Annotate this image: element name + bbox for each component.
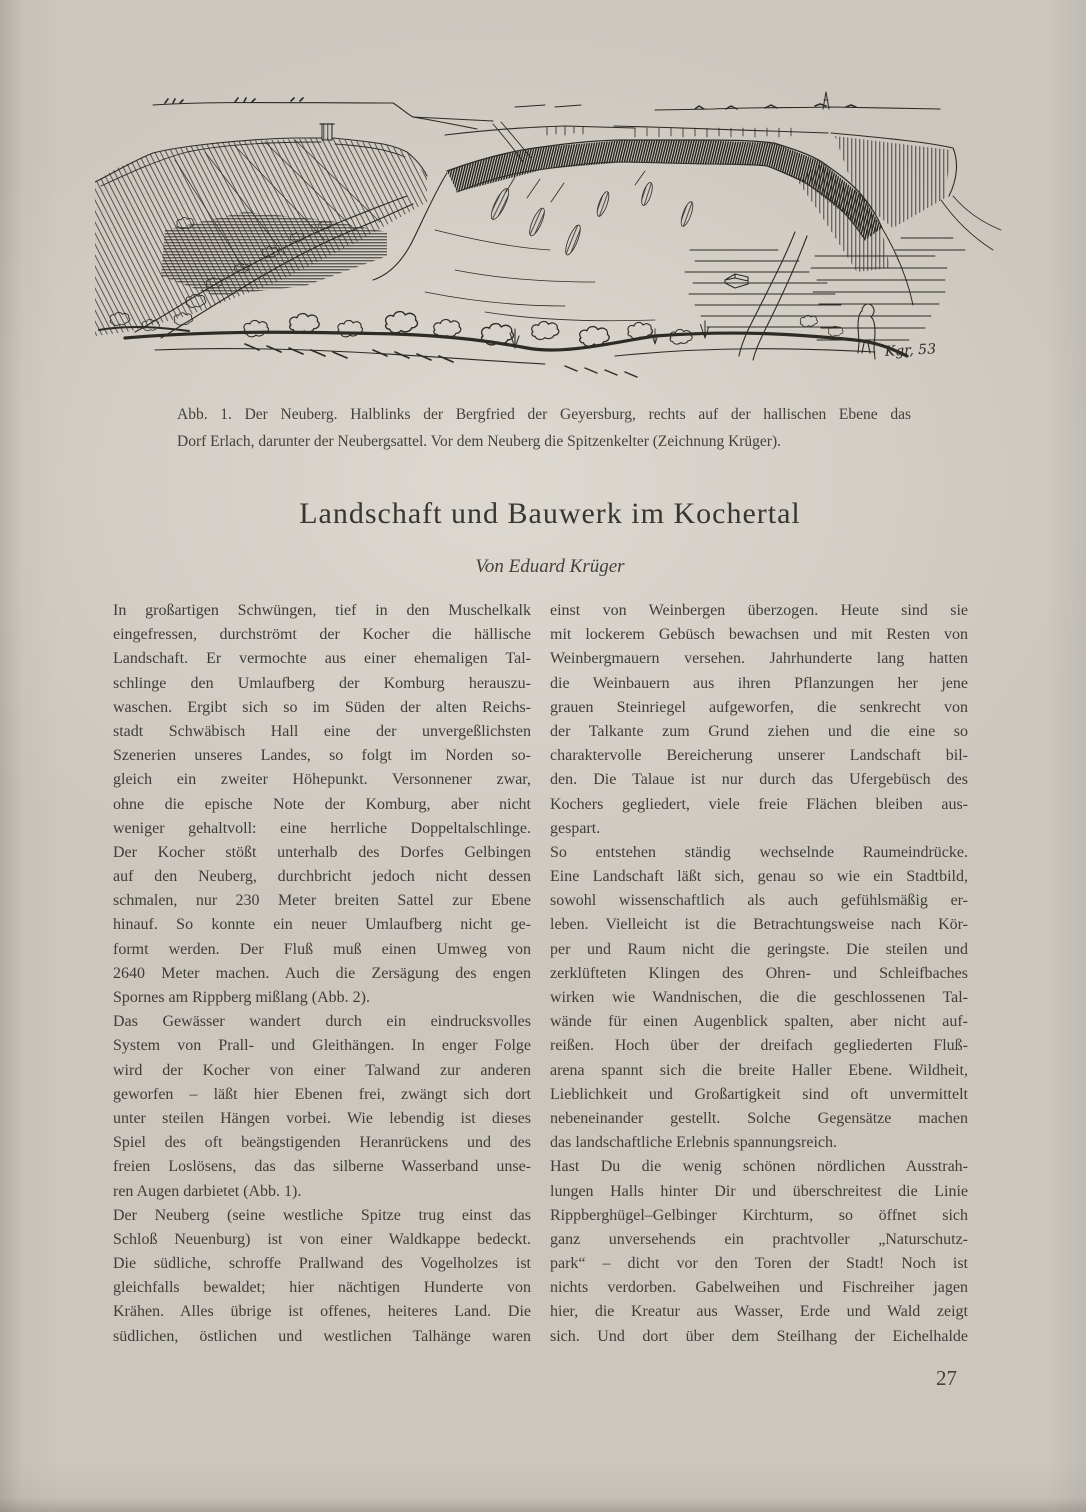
- text-line: ohne die epische Note der Komburg, aber nicht: [113, 795, 531, 813]
- text-line: unter steilen Hängen vorbei. Wie lebendig ist dieses: [113, 1109, 531, 1127]
- text-line: reißen. Hoch über der dreifach gegliederten Fluß-: [550, 1037, 968, 1055]
- text-line: südlichen, östlichen und westlichen Talhänge waren: [113, 1327, 531, 1345]
- foreground: [99, 312, 907, 377]
- artist-signature: Kgr, 53: [884, 341, 937, 360]
- article-byline: Von Eduard Krüger: [475, 556, 625, 577]
- page-number: 27: [936, 1366, 957, 1390]
- text-line: einst von Weinbergen überzogen. Heute sind sie: [550, 602, 968, 619]
- text-line: schmalen, nur 230 Meter breiten Sattel zur Ebene: [113, 892, 531, 910]
- text-line: ren Augen darbietet (Abb. 1).: [113, 1182, 302, 1200]
- text-line: Rippberghügel–Gelbinger Kirchturm, so öffnet sich: [550, 1206, 968, 1224]
- text-line: grauen Steinriegel aufgeworfen, die senkrecht von: [550, 698, 968, 716]
- text-line: Eine Landschaft läßt sich, genau so wie ein Stadtbild,: [550, 868, 968, 886]
- text-line: mit lockerem Gebüsch bewachsen und mit Resten von: [550, 626, 968, 644]
- text-line: Der Neuberg (seine westliche Spitze trug einst das: [113, 1206, 531, 1224]
- text-line: Spiel des oft beängstigenden Heranrückens und des: [113, 1134, 531, 1152]
- text-line: Hast Du die wenig schönen nördlichen Ausstrah-: [550, 1158, 968, 1176]
- column-right: [550, 599, 968, 1349]
- text-line: waschen. Ergibt sich so im Süden der alten Reichs-: [113, 698, 531, 716]
- text-line: stadt Schwäbisch Hall eine der unvergeßlichsten: [113, 722, 531, 740]
- text-line: Kochers gegliedert, viele freie Flächen bleiben aus-: [550, 795, 968, 813]
- text-line: formt werden. Der Fluß muß einen Umweg von: [113, 940, 531, 958]
- text-line: hinauf. So konnte ein neuer Umlaufberg nicht ge-: [113, 916, 531, 934]
- text-line: die Weinbauern aus ihren Pflanzungen her jene: [550, 674, 968, 692]
- text-line: eingefressen, durchströmt der Kocher die hällische: [113, 626, 531, 644]
- text-line: Weinbergmauern versehen. Jahrhunderte lang hatten: [550, 650, 968, 668]
- text-line: Abb. 1. Der Neuberg. Halblinks der Bergfried der Geyersburg, rechts auf der hallischen Ebene das: [177, 406, 911, 423]
- text-line: Lieblichkeit und Großartigkeit sind oft unvermittelt: [550, 1085, 968, 1103]
- text-line: 2640 Meter machen. Auch die Zersägung des engen: [113, 964, 531, 982]
- text-line: arena spannt sich die breite Haller Ebene. Wildheit,: [550, 1061, 968, 1079]
- text-line: Der Kocher stößt unterhalb des Dorfes Gelbingen: [113, 843, 531, 861]
- text-line: park“ – dicht vor den Toren der Stadt! Noch ist: [550, 1255, 968, 1273]
- text-line: sich. Und dort über dem Steilhang der Eichelhalde: [550, 1327, 968, 1345]
- text-line: gespart.: [550, 819, 601, 837]
- text-line: Die südliche, schroffe Prallwand des Vogelholzes ist: [113, 1255, 531, 1273]
- text-line: nebeneinander gestellt. Solche Gegensätze machen: [550, 1109, 968, 1127]
- text-line: Schloß Neuenburg) ist von einer Waldkappe bedeckt.: [113, 1230, 531, 1248]
- text-line: das landschaftliche Erlebnis spannungsreich.: [550, 1134, 838, 1152]
- figure-caption: [177, 401, 911, 455]
- text-line: Landschaft. Er vermochte aus einer ehemaligen Tal-: [113, 650, 531, 668]
- text-line: sowohl wissenschaftlich als auch gefühlsmäßig er-: [550, 892, 968, 910]
- text-line: gleichfalls bewaldet; hier nächtigen Hunderte von: [113, 1279, 531, 1297]
- column-left: [113, 599, 531, 1349]
- text-line: So entstehen ständig wechselnde Raumeindrücke.: [550, 843, 968, 861]
- text-line: ganz unversehends ein prachtvoller „Naturschutz-: [550, 1230, 968, 1248]
- text-line: per und Raum nicht die geringste. Die steilen und: [550, 940, 968, 958]
- text-line: schlinge den Umlaufberg der Komburg herauszu-: [113, 674, 531, 692]
- text-line: lungen Halls hinter Dir und überschreitest die Linie: [550, 1182, 968, 1200]
- bergfried-tower: [322, 124, 332, 140]
- text-line: wird der Kocher von einer Talwand zur anderen: [113, 1061, 531, 1079]
- text-line: System von Prall- und Gleithängen. In enger Folge: [113, 1037, 531, 1055]
- text-line: hier, die Kreatur aus Wasser, Erde und Wald zeigt: [550, 1303, 968, 1321]
- text-line: leben. Vielleicht ist die Betrachtungsweise nach Kör-: [550, 916, 968, 934]
- text-line: weniger gehaltvoll: eine herrliche Doppeltalschlinge.: [113, 819, 531, 837]
- text-line: wände für einen Augenblick spalten, aber nicht auf-: [550, 1013, 968, 1031]
- house: [725, 274, 748, 288]
- text-line: Spornes am Rippberg mißlang (Abb. 2).: [113, 989, 371, 1006]
- text-line: freien Loslösens, das das silberne Wasserband unse-: [113, 1158, 531, 1176]
- text-line: Das Gewässer wandert durch ein eindrucksvolles: [113, 1013, 531, 1031]
- text-line: geworfen – läßt hier Ebenen frei, zwängt sich dort: [113, 1085, 531, 1103]
- text-line: gleich ein zweiter Höhepunkt. Versonnener zwar,: [113, 771, 531, 789]
- right-meadow: [685, 232, 965, 360]
- text-line: auf den Neuberg, durchbricht jedoch nicht dessen: [113, 868, 531, 886]
- village-horizon: [515, 92, 940, 110]
- article-title: Landschaft und Bauwerk im Kochertal: [299, 497, 801, 530]
- text-line: In großartigen Schwüngen, tief in den Muschelkalk: [113, 602, 531, 619]
- text-line: Dorf Erlach, darunter der Neubergsattel. Vor dem Neuberg die Spitzenkelter (Zeichnung Krüger).: [177, 433, 782, 450]
- person-figure: [858, 304, 875, 359]
- left-cliff: [95, 124, 427, 336]
- text-line: den. Die Talaue ist nur durch das Ufergebüsch des: [550, 771, 968, 789]
- text-line: zerklüfteten Klingen des Ohren- und Schleifbaches: [550, 964, 968, 982]
- text-line: Krähen. Alles übrige ist offenes, heiteres Land. Die: [113, 1303, 531, 1321]
- text-line: nichts verdorben. Gabelweihen und Fischreiher jagen: [550, 1279, 968, 1297]
- figure-drawing: [95, 80, 1005, 395]
- text-line: charaktervolle Bereicherung unserer Landschaft bil-: [550, 747, 968, 765]
- text-line: der Talkante zum Grund ziehen und die eine so: [550, 722, 968, 740]
- text-line: wirken wie Wandnischen, die die geschlossenen Tal-: [550, 989, 968, 1006]
- text-line: Szenerien unseres Landes, so folgt im Norden so-: [113, 747, 531, 765]
